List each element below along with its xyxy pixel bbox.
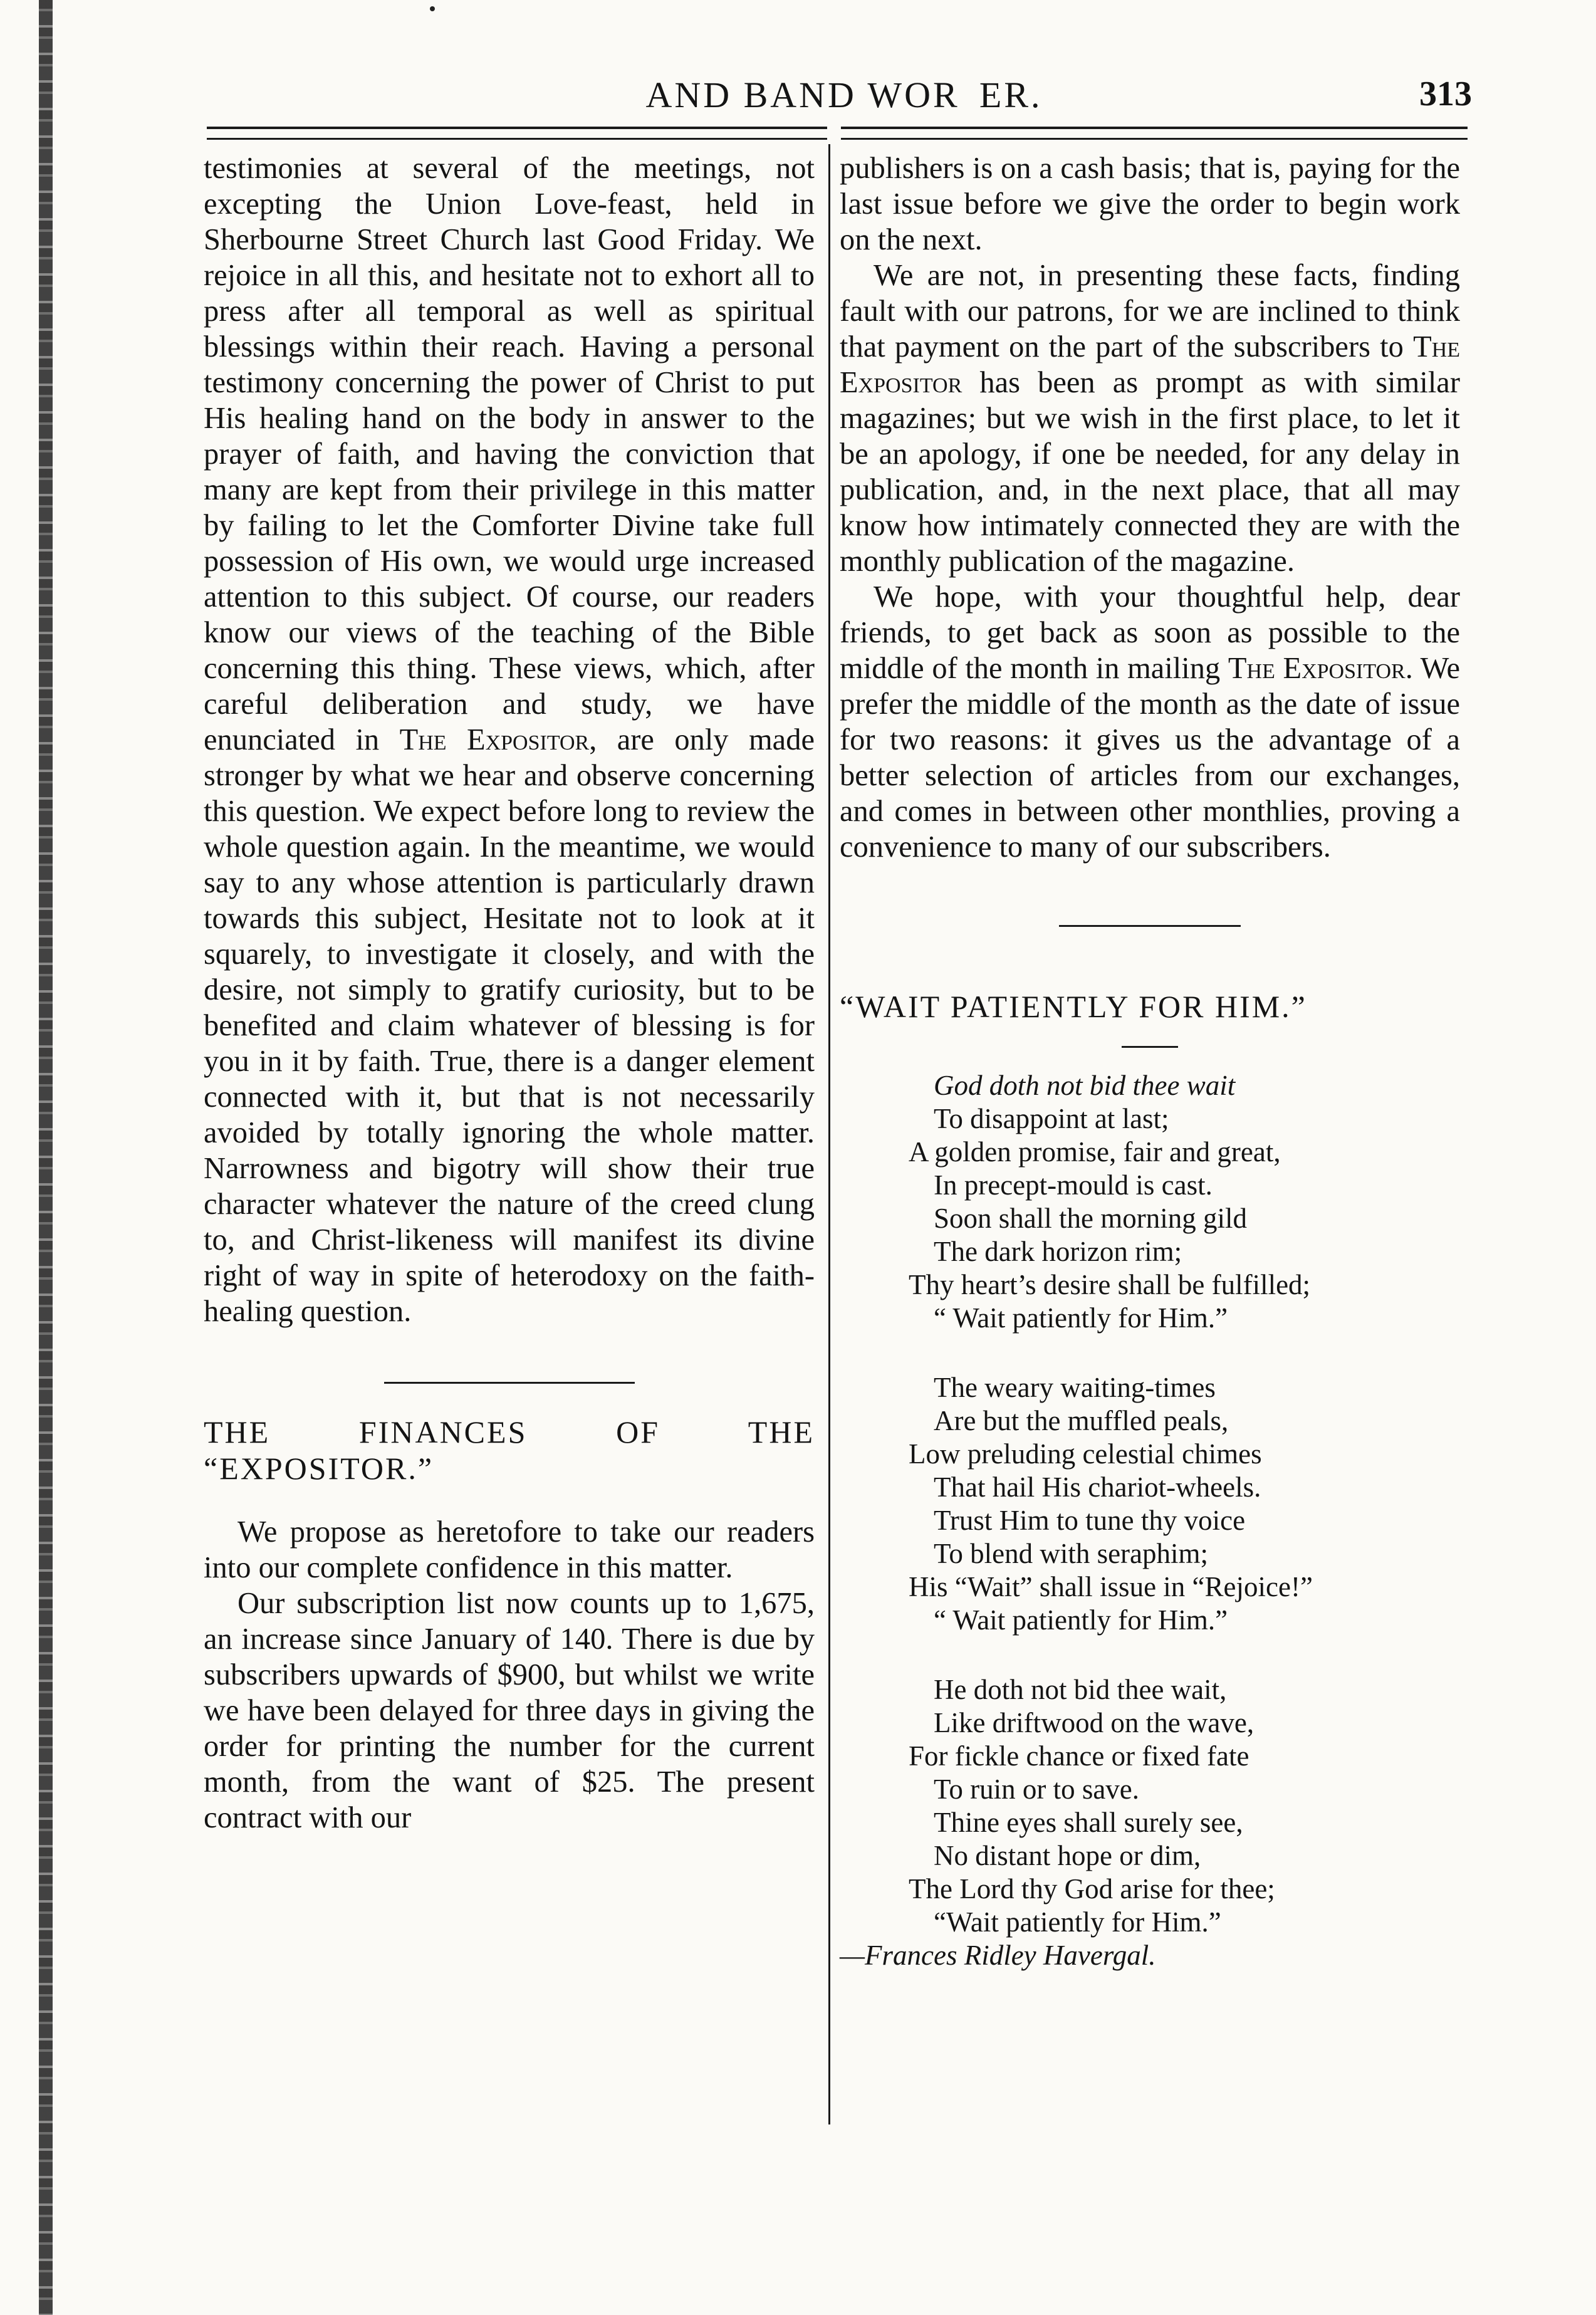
poem-line: He doth not bid thee wait,: [934, 1674, 1227, 1705]
scan-speck: [430, 6, 435, 11]
finances-paragraph-2: Our subscription list now counts up to 1,675, an increase since January of 140. There is due by subscribers upwards of $900, but whilst we write we have been delayed for three days in giving the order for printing the number for the current month, from the want of $25. The present contract with our: [204, 1587, 815, 1834]
right-column: [840, 150, 1460, 1972]
poem-line: God doth not bid thee wait: [934, 1070, 1236, 1101]
poem-line: “ Wait patiently for Him.”: [934, 1302, 1228, 1334]
finances-heading: THE FINANCES OF THE “EXPOSITOR.”: [204, 1414, 815, 1486]
finances-paragraph-1: We propose as heretofore to take our readers into our complete confidence in this matter.: [204, 1515, 815, 1584]
poem-line: Soon shall the morning gild: [934, 1203, 1247, 1234]
expositor-title: The Expositor: [840, 330, 1461, 399]
poem-line: Low preluding celestial chimes: [909, 1438, 1262, 1470]
poem-line: The weary waiting-times: [934, 1372, 1216, 1403]
poem-line: Trust Him to tune thy voice: [934, 1505, 1246, 1536]
page-binding-edge: [39, 0, 53, 2315]
right-paragraph-2-text: We are not, in presenting these facts, finding fault with our patrons, for we are inclined to think that payment on the part of the subscribers to: [840, 259, 1460, 363]
left-paragraph-1: [204, 150, 815, 1329]
page-header: [216, 74, 1472, 124]
poem-line: “ Wait patiently for Him.”: [934, 1604, 1228, 1636]
column-divider: [828, 144, 830, 2124]
right-paragraph-2: [840, 258, 1460, 579]
poem-line: That hail His chariot-wheels.: [934, 1471, 1261, 1503]
poem-line: No distant hope or dim,: [934, 1840, 1201, 1871]
poem-line: The Lord thy God arise for thee;: [909, 1873, 1275, 1905]
poem-line: To blend with seraphim;: [934, 1538, 1209, 1569]
poem-line: To disappoint at last;: [934, 1103, 1169, 1134]
poem-line: For fickle chance or fixed fate: [909, 1740, 1249, 1772]
expositor-title: The Expositor: [1228, 652, 1406, 685]
right-paragraph-3-continued: . We prefer the middle of the month as the date of issue for two reasons: it gives us the advantage of a better selection of articles from our exchanges, and comes in between other monthlies, proving a convenience to many of our subscribers.: [840, 652, 1460, 864]
poem-stanza: [909, 1673, 1460, 1939]
poem-line: A golden promise, fair and great,: [909, 1136, 1281, 1168]
poem-line: His “Wait” shall issue in “Rejoice!”: [909, 1571, 1313, 1602]
right-paragraph-3-text: We hope, with your thoughtful help, dear friends, to get back as soon as possible to the middle of the month in mailing: [840, 580, 1460, 685]
expositor-title: The Expositor: [399, 723, 590, 756]
poem-line: “Wait patiently for Him.”: [934, 1906, 1221, 1938]
poem-line: Are but the muffled peals,: [934, 1405, 1229, 1436]
poem-line: Thine eyes shall surely see,: [934, 1807, 1243, 1838]
section-divider: [1059, 925, 1241, 927]
poem-attribution: —Frances Ridley Havergal.: [840, 1940, 1156, 1971]
poem-line: The dark horizon rim;: [934, 1236, 1182, 1267]
poem-line: Like driftwood on the wave,: [934, 1707, 1254, 1738]
right-paragraph-2-continued: has been as prompt as with similar magazines; but we wish in the first place, to let it be an apology, if one be needed, for any delay in publication, and, in the next place, that all may know how intimately connected they are with the monthly publication of the magazine.: [840, 366, 1460, 578]
poem-line: Thy heart’s desire shall be fulfilled;: [909, 1269, 1311, 1300]
poem-title: “WAIT PATIENTLY FOR HIM.”: [840, 989, 1307, 1024]
section-divider: [384, 1382, 635, 1384]
header-rule-right: [841, 127, 1468, 140]
poem-line: To ruin or to save.: [934, 1774, 1140, 1805]
left-paragraph-1-continued: , are only made stronger by what we hear and observe concerning this question. We expect before long to review the whole question again. In the meantime, we would say to any whose attention is particularly drawn towards this subject, Hesitate not to look at it squarely, to investigate it closely, and with the desire, not simply to gratify curiosity, but to be benefited and claim whatever of blessing is for you in it by faith. True, there is a danger element connected with it, but that is not necessarily avoided by totally ignoring the whole matter. Narrowness and bigotry will show their true character whatever the nature of the creed clung to, and Christ-likeness will manifest its divine right of way in spite of heterodoxy on the faith-healing question.: [204, 723, 815, 1328]
right-paragraph-3: [840, 579, 1460, 865]
poem: [840, 1069, 1460, 1939]
left-paragraph-1-text: testimonies at several of the meetings, not excepting the Union Love-feast, held in Sherbourne Street Church last Good Friday. We rejoice in all this, and hesitate not to exhort all to press after all temporal as well as spiritual blessings within their reach. Having a personal testimony concerning the power of Christ to put His healing hand on the body in answer to the prayer of faith, and having the conviction that many are kept from their privilege in this matter by failing to let the Comforter Divine take full possession of His own, we would urge increased attention to this subject. Of course, our readers know our views of the teaching of the Bible concerning this thing. These views, which, after careful deliberation and study, we have enunciated in: [204, 152, 815, 756]
left-column: [204, 150, 815, 1836]
poem-stanza: [909, 1371, 1460, 1637]
running-title: AND BAND WOR ER.: [645, 75, 1043, 115]
poem-stanza: [909, 1069, 1460, 1335]
poem-line: In precept-mould is cast.: [934, 1169, 1213, 1201]
title-divider: [1122, 1046, 1178, 1048]
right-paragraph-1: publishers is on a cash basis; that is, paying for the last issue before we give the order to begin work on the next.: [840, 152, 1460, 256]
header-rule-left: [207, 127, 827, 140]
page-number: 313: [1419, 75, 1472, 113]
